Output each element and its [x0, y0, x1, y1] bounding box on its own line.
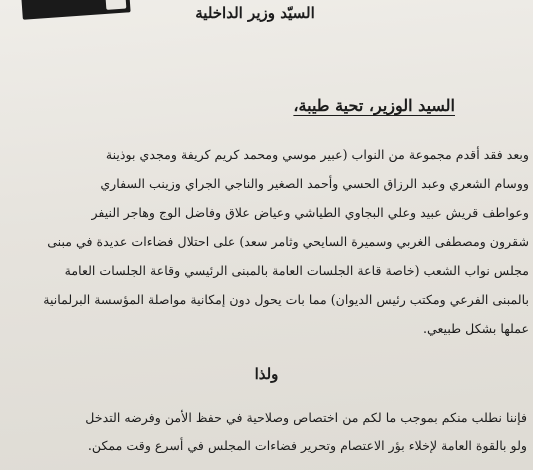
request-paragraph	[12, 404, 527, 460]
body-line: مجلس نواب الشعب (خاصة قاعة الجلسات العامة بالمبنى الرئيسي وقاعة الجلسات العامة	[64, 263, 529, 278]
body-line: شقرون ومصطفى الغربي وسميرة السايحي وثامر سعد) على احتلال فضاءات عديدة في مبنى	[47, 234, 529, 249]
body-line: وعواطف قريش عبيد وعلي البجاوي الطياشي وعياض علاق وفاضل الوج وهاجر النيفر	[91, 205, 529, 220]
body-paragraph	[9, 140, 529, 343]
stamp-mark	[21, 0, 130, 20]
letter-recipient-header: السيّد وزير الداخلية	[195, 4, 315, 22]
body-line: وبعد فقد أقدم مجموعة من النواب (عبير موسي ومحمد كريم كريفة ومجدي بوذينة	[105, 147, 529, 162]
request-line: فإننا نطلب منكم بموجب ما لكم من اختصاص وصلاحية في حفظ الأمن وفرضه التدخل	[85, 410, 527, 425]
body-line: بالمبنى الفرعي ومكتب رئيس الديوان) مما بات يحول دون إمكانية مواصلة المؤسسة البرلمانية	[43, 292, 529, 307]
section-heading: ولذا	[254, 365, 279, 383]
body-line: ووسام الشعري وعبد الرزاق الحسي وأحمد الصغير والناجي الجراي وزينب السفاري	[100, 176, 529, 191]
body-line: عملها بشكل طبيعي.	[422, 321, 529, 336]
request-line: ولو بالقوة العامة لإخلاء بؤر الاعتصام وتحرير فضاءات المجلس في أسرع وقت ممكن.	[87, 438, 527, 453]
salutation-line: السيد الوزير، تحية طيبة،	[293, 96, 455, 115]
